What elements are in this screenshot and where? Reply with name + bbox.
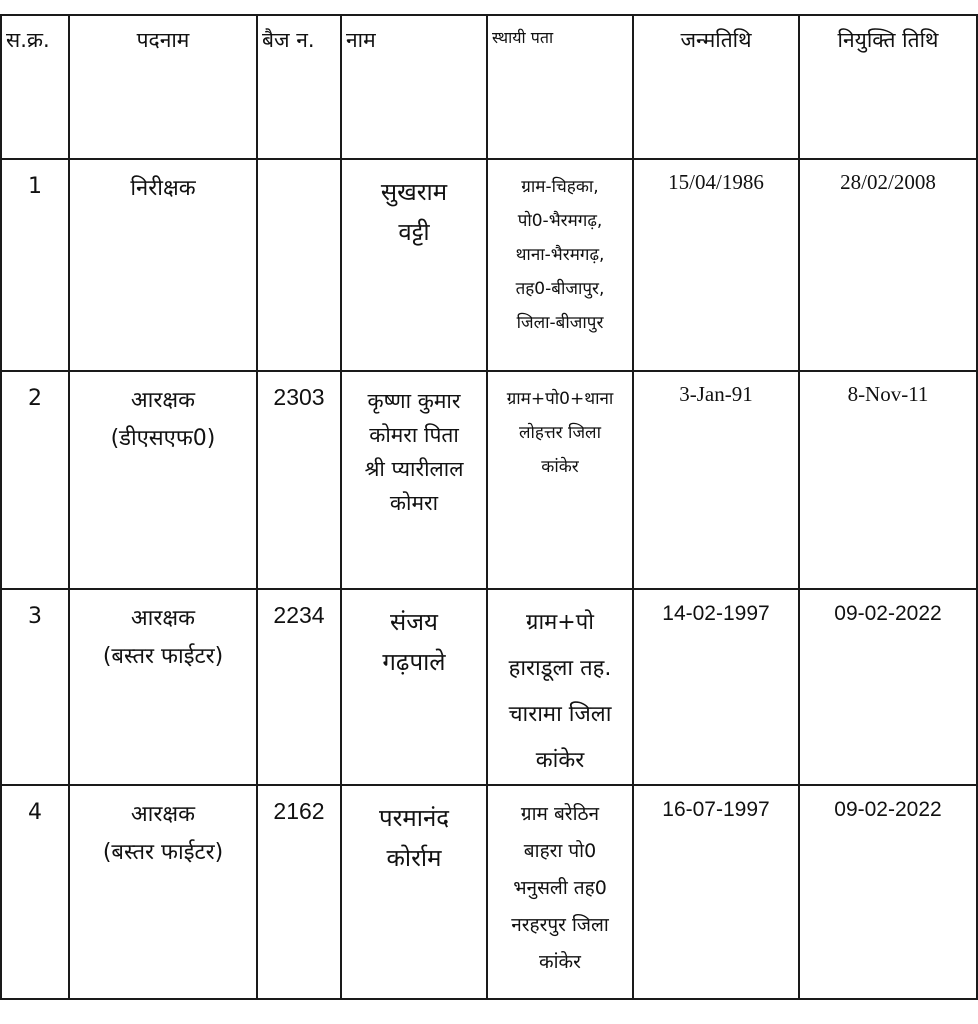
name-line: गढ़पाले [382, 648, 446, 676]
header-address: स्थायी पता [487, 15, 633, 159]
table-row [1, 589, 978, 785]
name-line: परमानंद [378, 804, 450, 832]
name-line: सुखराम [380, 178, 448, 206]
address-line: लोहत्तर जिला [518, 423, 601, 443]
header-row [1, 15, 978, 159]
table-row [1, 159, 978, 371]
cell-post [69, 371, 257, 589]
cell-badge: 2303 [257, 371, 341, 589]
cell-address [487, 589, 633, 785]
post-line: आरक्षक [130, 802, 196, 827]
cell-dob: 16-07-1997 [633, 785, 799, 999]
cell-dob: 15/04/1986 [633, 159, 799, 371]
header-badge: बैज न. [257, 15, 341, 159]
header-name: नाम [341, 15, 487, 159]
cell-sno: 3 [1, 589, 69, 785]
name-line: कोर्राम [386, 844, 442, 872]
post-line: आरक्षक [130, 388, 196, 413]
cell-name [341, 371, 487, 589]
table-row [1, 785, 978, 999]
address-line: बाहरा पो0 [523, 840, 597, 862]
address-line: हाराडूला तह. [508, 656, 612, 681]
name-line: कोमरा [389, 491, 439, 515]
cell-post [69, 785, 257, 999]
cell-appointment: 09-02-2022 [799, 785, 977, 999]
post-line: आरक्षक [130, 606, 196, 631]
name-line: श्री प्यारीलाल [364, 457, 464, 481]
post-line: (डीएसएफ0) [110, 426, 216, 451]
header-post: पदनाम [69, 15, 257, 159]
cell-sno: 2 [1, 371, 69, 589]
address-line: पो0-भैरमगढ़, [517, 211, 603, 231]
cell-badge: 2234 [257, 589, 341, 785]
cell-name [341, 589, 487, 785]
cell-appointment: 8-Nov-11 [799, 371, 977, 589]
address-line: भनुसली तह0 [513, 877, 607, 899]
header-appointment: नियुक्ति तिथि [799, 15, 977, 159]
name-line: कोमरा पिता [369, 423, 459, 447]
post-line: (बस्तर फाईटर) [102, 644, 224, 669]
employee-table [0, 14, 978, 1000]
cell-post [69, 159, 257, 371]
cell-post [69, 589, 257, 785]
address-line: तह0-बीजापुर, [515, 279, 605, 299]
cell-sno: 1 [1, 159, 69, 371]
cell-badge: 2162 [257, 785, 341, 999]
name-line: वट्टी [398, 218, 430, 246]
address-line: कांकेर [541, 457, 579, 477]
cell-badge [257, 159, 341, 371]
table-row [1, 371, 978, 589]
address-line: चारामा जिला [508, 702, 612, 727]
address-line: थाना-भैरमगढ़, [515, 245, 605, 265]
cell-appointment: 28/02/2008 [799, 159, 977, 371]
name-line: संजय [390, 608, 438, 636]
address-line: ग्राम+पो [526, 610, 594, 635]
header-dob: जन्मतिथि [633, 15, 799, 159]
name-line: कृष्णा कुमार [367, 389, 461, 413]
cell-address [487, 371, 633, 589]
address-line: ग्राम-चिहका, [521, 177, 599, 197]
post-line: निरीक्षक [130, 176, 196, 201]
address-line: ग्राम+पो0+थाना [506, 389, 614, 409]
cell-address [487, 159, 633, 371]
cell-address [487, 785, 633, 999]
address-line: नरहरपुर जिला [511, 914, 609, 936]
address-line: कांकेर [539, 951, 581, 973]
post-line: (बस्तर फाईटर) [102, 840, 224, 865]
cell-name [341, 785, 487, 999]
address-line: कांकेर [535, 748, 585, 773]
cell-sno: 4 [1, 785, 69, 999]
cell-dob: 14-02-1997 [633, 589, 799, 785]
cell-dob: 3-Jan-91 [633, 371, 799, 589]
address-line: ग्राम बरेठिन [520, 803, 600, 825]
cell-appointment: 09-02-2022 [799, 589, 977, 785]
header-sno: स.क्र. [1, 15, 69, 159]
address-line: जिला-बीजापुर [516, 313, 604, 333]
cell-name [341, 159, 487, 371]
